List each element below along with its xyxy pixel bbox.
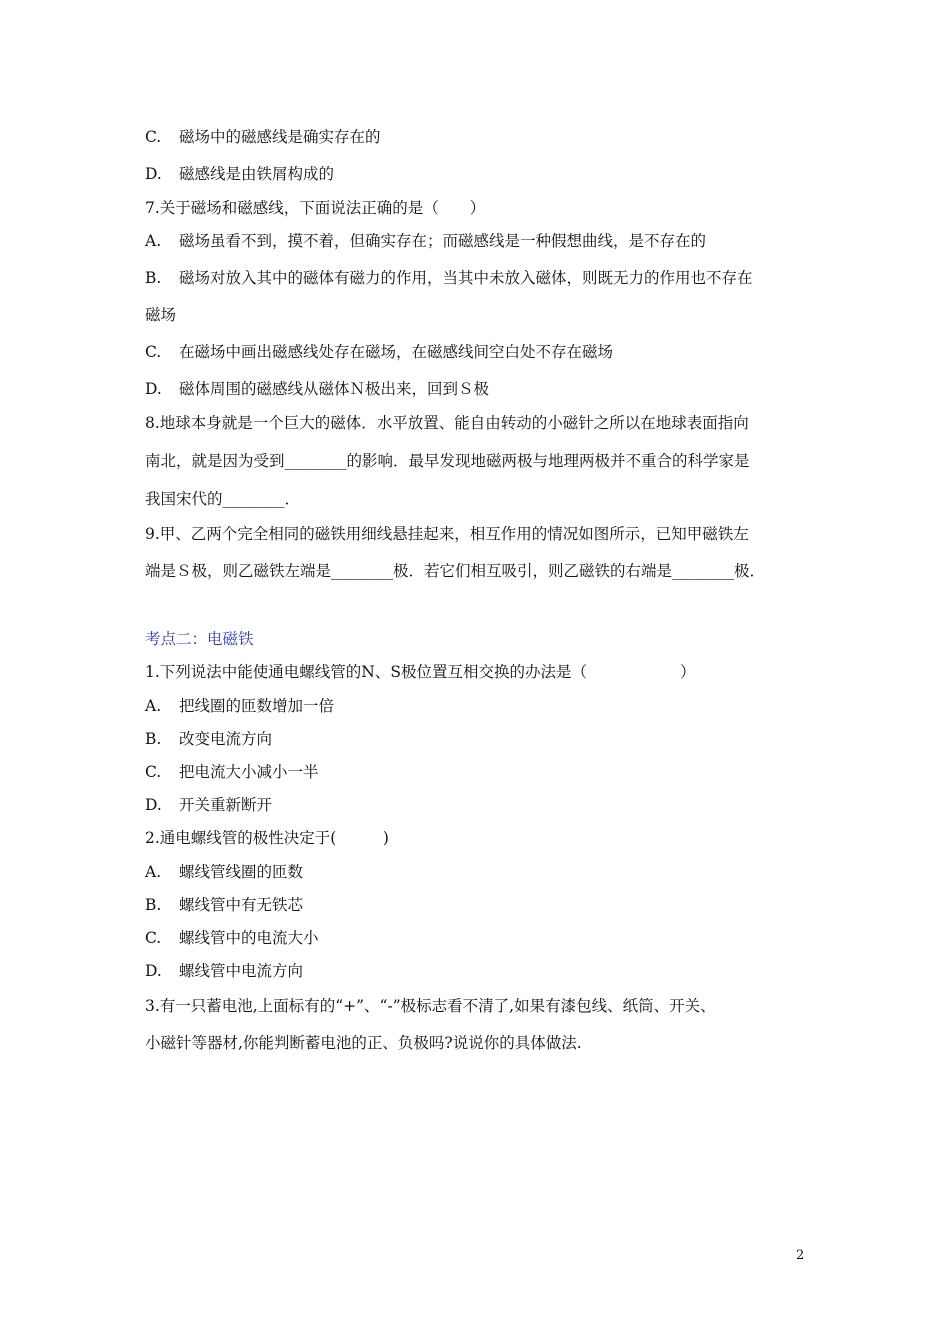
q7-stem: 7.关于磁场和磁感线，下面说法正确的是（ ） [145, 199, 486, 217]
q6-option-c [145, 127, 381, 147]
q8-line-2: 南北，就是因为受到________的影响．最早发现地磁两极与地理两极并不重合的科学家是 [145, 452, 750, 470]
s2-q3-line-2: 小磁针等器材,你能判断蓄电池的正、负极吗?说说你的具体做法. [145, 1034, 582, 1052]
option-letter: C. [145, 929, 162, 947]
option-letter: D. [145, 962, 162, 980]
q9-line-2: 端是Ｓ极，则乙磁铁左端是________极．若它们相互吸引，则乙磁铁的右端是________极． [145, 562, 766, 580]
option-letter: D. [145, 796, 162, 814]
s2-q2-option-a [145, 862, 303, 882]
option-text: 螺线管线圈的匝数 [179, 863, 304, 881]
s2-q1-option-a [145, 696, 334, 716]
q8-line-1: 8.地球本身就是一个巨大的磁体．水平放置、能自由转动的小磁针之所以在地球表面指向 [145, 414, 749, 432]
option-text: 开关重新断开 [179, 796, 273, 814]
option-letter: A. [145, 863, 162, 881]
q8-line-3: 我国宋代的________． [145, 490, 301, 508]
option-letter: A. [145, 697, 162, 715]
s2-q2-option-c [145, 928, 319, 948]
option-text: 螺线管中的电流大小 [179, 929, 319, 947]
s2-q2-stem: 2.通电螺线管的极性决定于( ) [145, 829, 389, 847]
option-letter: C. [145, 763, 162, 781]
q7-option-a [145, 231, 706, 251]
section-heading: 考点二：电磁铁 [145, 630, 254, 648]
option-letter: B. [145, 269, 162, 287]
option-text: 磁场中的磁感线是确实存在的 [179, 128, 381, 146]
page-number: 2 [796, 1248, 805, 1263]
s2-q1-option-b [145, 729, 272, 749]
option-letter: B. [145, 896, 162, 914]
q7-option-d [145, 379, 489, 399]
option-text: 螺线管中电流方向 [179, 962, 304, 980]
q9-line-1: 9.甲、乙两个完全相同的磁铁用细线悬挂起来，相互作用的情况如图所示，已知甲磁铁左 [145, 525, 749, 543]
option-text: 改变电流方向 [179, 730, 273, 748]
option-letter: D. [145, 380, 162, 398]
option-letter: D. [145, 165, 162, 183]
option-text: 螺线管中有无铁芯 [179, 896, 304, 914]
s2-q2-option-d [145, 961, 303, 981]
option-text: 磁场对放入其中的磁体有磁力的作用，当其中未放入磁体，则既无力的作用也不存在 [179, 269, 753, 287]
s2-q3-line-1: 3.有一只蓄电池,上面标有的“+”、“-”极标志看不清了,如果有漆包线、纸筒、开关、 [145, 997, 716, 1015]
option-text: 把线圈的匝数增加一倍 [179, 697, 335, 715]
option-text: 把电流大小减小一半 [179, 763, 319, 781]
option-letter: A. [145, 232, 162, 250]
option-text: 磁感线是由铁屑构成的 [179, 165, 335, 183]
option-text: 磁场虽看不到，摸不着，但确实存在；而磁感线是一种假想曲线，是不存在的 [179, 232, 707, 250]
option-letter: C. [145, 128, 162, 146]
q7-option-b-continued: 磁场 [145, 306, 177, 324]
q7-option-c [145, 342, 613, 362]
s2-q1-stem: 1.下列说法中能使通电螺线管的N、S极位置互相交换的办法是（ ） [145, 663, 696, 681]
q6-option-d [145, 164, 334, 184]
option-text: 磁体周围的磁感线从磁体Ｎ极出来，回到Ｓ极 [179, 380, 490, 398]
option-text: 在磁场中画出磁感线处存在磁场，在磁感线间空白处不存在磁场 [179, 343, 614, 361]
s2-q1-option-d [145, 795, 272, 815]
option-letter: C. [145, 343, 162, 361]
s2-q1-option-c [145, 762, 319, 782]
s2-q2-option-b [145, 895, 303, 915]
option-letter: B. [145, 730, 162, 748]
q7-option-b [145, 268, 753, 288]
